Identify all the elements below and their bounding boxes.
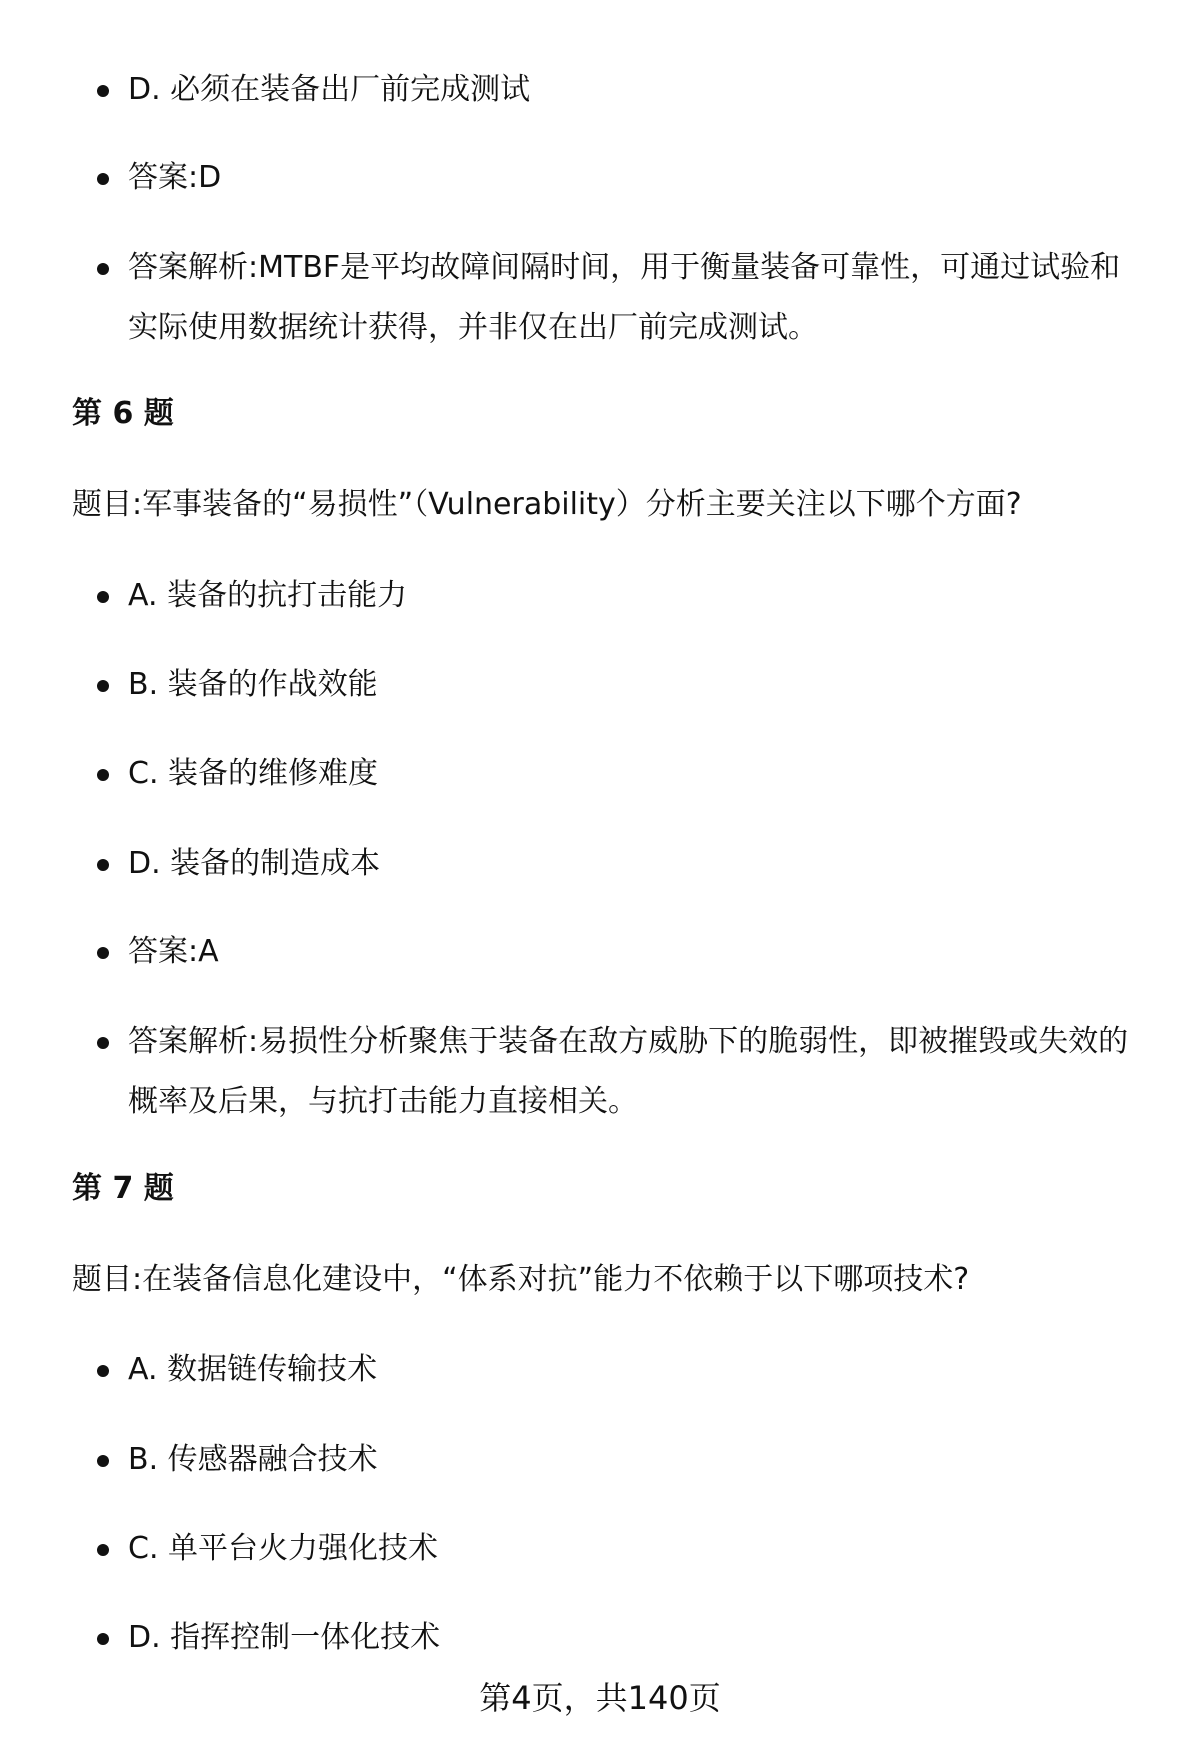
q6-option-b — [128, 655, 1148, 715]
bullet-icon — [97, 1455, 109, 1467]
page-number-footer: 第4页，共140页 — [479, 1679, 721, 1717]
q6-explanation — [128, 1012, 1148, 1132]
q5-answer-text: 答案:D — [128, 160, 222, 195]
q6-answer-text: 答案:A — [128, 934, 219, 969]
q5-explanation — [128, 238, 1148, 358]
q6-option-c — [128, 744, 1148, 804]
bullet-icon — [97, 1037, 109, 1049]
q7-option-c-text: C. 单平台火力强化技术 — [128, 1531, 439, 1566]
q5-explanation-text: 答案解析:MTBF是平均故障间隔时间，用于衡量装备可靠性，可通过试验和实际使用数据统计获得，并非仅在出厂前完成测试。 — [128, 250, 1121, 345]
q5-option-d — [128, 60, 1148, 120]
bullet-icon — [97, 263, 109, 275]
q6-answer — [128, 922, 1148, 982]
q6-heading: 第 6 题 — [72, 396, 174, 431]
bullet-icon — [97, 173, 109, 185]
bullet-icon — [97, 1633, 109, 1645]
bullet-icon — [97, 680, 109, 692]
bullet-icon — [97, 1544, 109, 1556]
q7-option-c — [128, 1519, 1148, 1579]
q7-option-d-text: D. 指挥控制一体化技术 — [128, 1620, 441, 1655]
q6-explanation-text: 答案解析:易损性分析聚焦于装备在敌方威胁下的脆弱性，即被摧毁或失效的概率及后果，与抗打击能力直接相关。 — [128, 1024, 1129, 1119]
q6-option-a — [128, 566, 1148, 626]
q7-option-a-text: A. 数据链传输技术 — [128, 1352, 378, 1387]
q6-option-b-text: B. 装备的作战效能 — [128, 667, 378, 702]
q6-option-d-text: D. 装备的制造成本 — [128, 846, 381, 881]
q6-option-d — [128, 834, 1148, 894]
q6-option-a-text: A. 装备的抗打击能力 — [128, 578, 408, 613]
q6-option-c-text: C. 装备的维修难度 — [128, 756, 379, 791]
q5-answer — [128, 148, 1148, 208]
q7-option-a — [128, 1340, 1148, 1400]
q7-option-b — [128, 1430, 1148, 1490]
q7-stem: 题目:在装备信息化建设中，“体系对抗”能力不依赖于以下哪项技术? — [72, 1262, 970, 1297]
bullet-icon — [97, 85, 109, 97]
bullet-icon — [97, 859, 109, 871]
bullet-icon — [97, 591, 109, 603]
bullet-icon — [97, 1365, 109, 1377]
q6-stem: 题目:军事装备的“易损性”（Vulnerability）分析主要关注以下哪个方面? — [72, 487, 1022, 522]
bullet-icon — [97, 769, 109, 781]
q7-option-d — [128, 1608, 1148, 1668]
bullet-icon — [97, 947, 109, 959]
q5-option-d-text: D. 必须在装备出厂前完成测试 — [128, 72, 531, 107]
q7-option-b-text: B. 传感器融合技术 — [128, 1442, 378, 1477]
q7-heading: 第 7 题 — [72, 1171, 174, 1206]
